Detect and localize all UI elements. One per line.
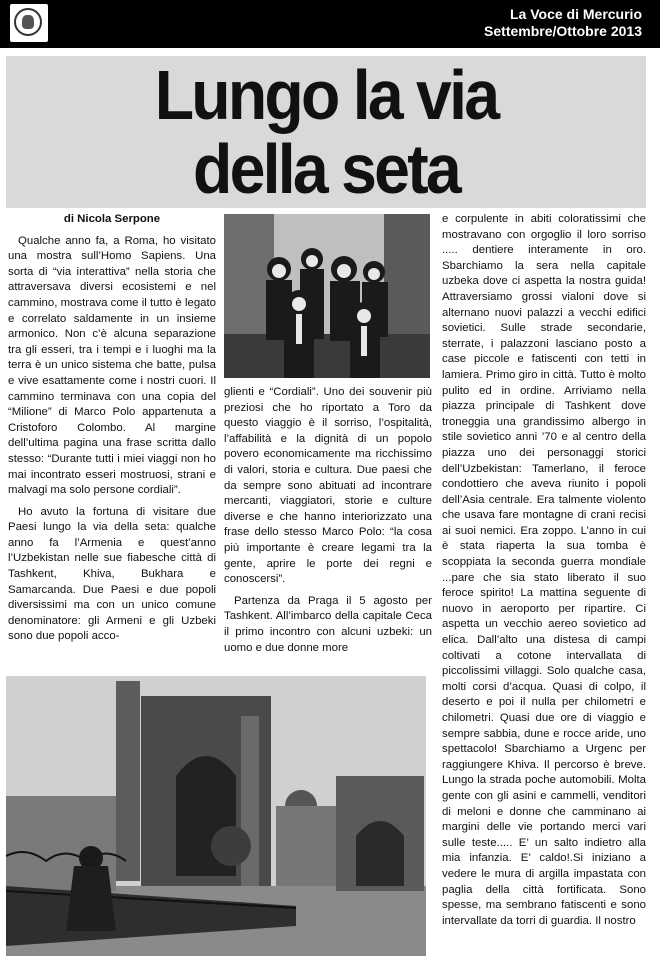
photo-registan-square: [6, 676, 426, 956]
headline-line-1: Lungo la via: [154, 56, 498, 134]
masthead: [484, 6, 642, 40]
headline-line-2: della seta: [193, 130, 459, 208]
headline-box: [6, 56, 646, 208]
magazine-logo-icon: [10, 4, 48, 42]
paragraph: glienti e “Cordiali”. Uno dei souvenir più preziosi che ho riportato a Toro da questo viaggio è il sorriso, l’ospitalità, l’affabilità e la dignità di un popolo povero economicamente ma ricchissimo di valori, storia e cultura. Due paesi che da sempre sono abituati ad incontrare mercanti, viaggiatori, storie e culture diverse e che hanno interiorizzato una frase dello stesso Marco Polo: “la cosa più importante è creare legami tra la gente, aprire le porte dei regni e conoscersi”.: [224, 386, 432, 586]
text-column-3: [442, 212, 646, 929]
magazine-name: La Voce di Mercurio: [510, 6, 642, 22]
paragraph: Ho avuto la fortuna di visitare due Paesi lungo la via della seta: qualche anno fa l’Armenia e quest’anno l’Uzbekistan nelle sue fiabesche città di Tashkent, Khiva, Bukhara e Samarcanda. Due Paesi e due popoli diversissimi ma con un unico comune denominatore: gli Armeni e gli Uzbeki sono due popoli acco-: [8, 505, 216, 643]
issue-date: Settembre/Ottobre 2013: [484, 23, 642, 39]
paragraph: Qualche anno fa, a Roma, ho visitato una mostra sull’Homo Sapiens. Una sorta di “via interattiva” nella storia che attraversava diversi ecosistemi e nel cammino, mostrava come il tutto è legato e correlato saldamente in un insieme armonico. Non c’è alcuna separazione tra gli esseri, tra i tempi e i luoghi ma la terra è un unico sistema che batte, pulsa e vive esattamente come i nostri cuori. Il cammino terminava con una copia del “Milione” di Marco Polo appartenuta a Cristoforo Colombo. Al margine dell’ultima pagina una frase scritta dallo stesso: “Durante tutti i miei viaggi non ho mai incontrato esseri mostruosi, strani e malvagi ma solo persone cordiali”.: [8, 234, 216, 497]
photo-children: [224, 214, 430, 378]
header-bar: [0, 0, 660, 48]
article-headline: [32, 58, 621, 206]
byline: di Nicola Serpone: [63, 213, 161, 225]
text-column-1: [8, 212, 216, 645]
paragraph: e corpulente in abiti coloratissimi che mostravano con orgoglio il loro sorriso ..... dentiere interamente in oro. Sbarchiamo la sera nella capitale uzbeka dove ci aspetta la nostra guida! Attraversiamo grossi vialoni dove si alternano nuovi palazzi a vecchi edifici sovietici. Sulle strade secondarie, sterrate, i palazzoni lasciano posto a case piccole e fatiscenti con tetti in lamiera. Primo giro in città. Tutto è molto pulito ed in ordine. Arriviamo nella piazza principale di Tashkent dove troneggia una grandissimo albergo in stile sovietico anni ’70 e al centro della piazza uno dei personaggi storici dell’Uzbekistan: Tamerlano, il feroce condottiero che aveva riunito i popoli dell’Asia centrale. Era talmente violento che usava fare montagne di crani recisi ai suoi nemici. Era zoppo. L’anno in cui è stata riaperta la sua tomba è scoppiata la seconda guerra mondiale ...pare che sia stato liberato il suo feroce spirito! La mattina seguente di nuovo in aeroporto per ripartire. Ci aspetta un vecchio aereo sovietico ad elica. Dall’alto una distesa di campi coltivati a cotone intervallata di piccolissimi villaggi. Solo qualche casa, molti corsi d’acqua. Quasi di colpo, il deserto e poi il nulla per chilometri e chilometri. Quasi due ore di viaggio e sempre sabbia, dune e rocce aride, uno spettacolo! Sbarchiamo a Urgenc per raggiungere Khiva. Il percorso è breve. Lungo la strada poche automobili. Molta gente con gli asini e cammelli, venditori di meloni e donne che camminano ai margini delle vie portando merci vari sulle teste..... E’ un salto indietro alla mia infanzia. E’ caldo!.Si iniziano a vedere le mura di argilla impastata con paglia della città fortificata. Sono spesse, ma sembrano fatiscenti e sono intervallate da torri di guardia. Il nostro: [442, 213, 646, 927]
text-column-2: [224, 385, 432, 656]
paragraph: Partenza da Praga il 5 agosto per Tashkent. All’imbarco della capitale Ceca il primo incontro con alcuni uzbeki: un uomo e due donne more: [224, 594, 432, 654]
